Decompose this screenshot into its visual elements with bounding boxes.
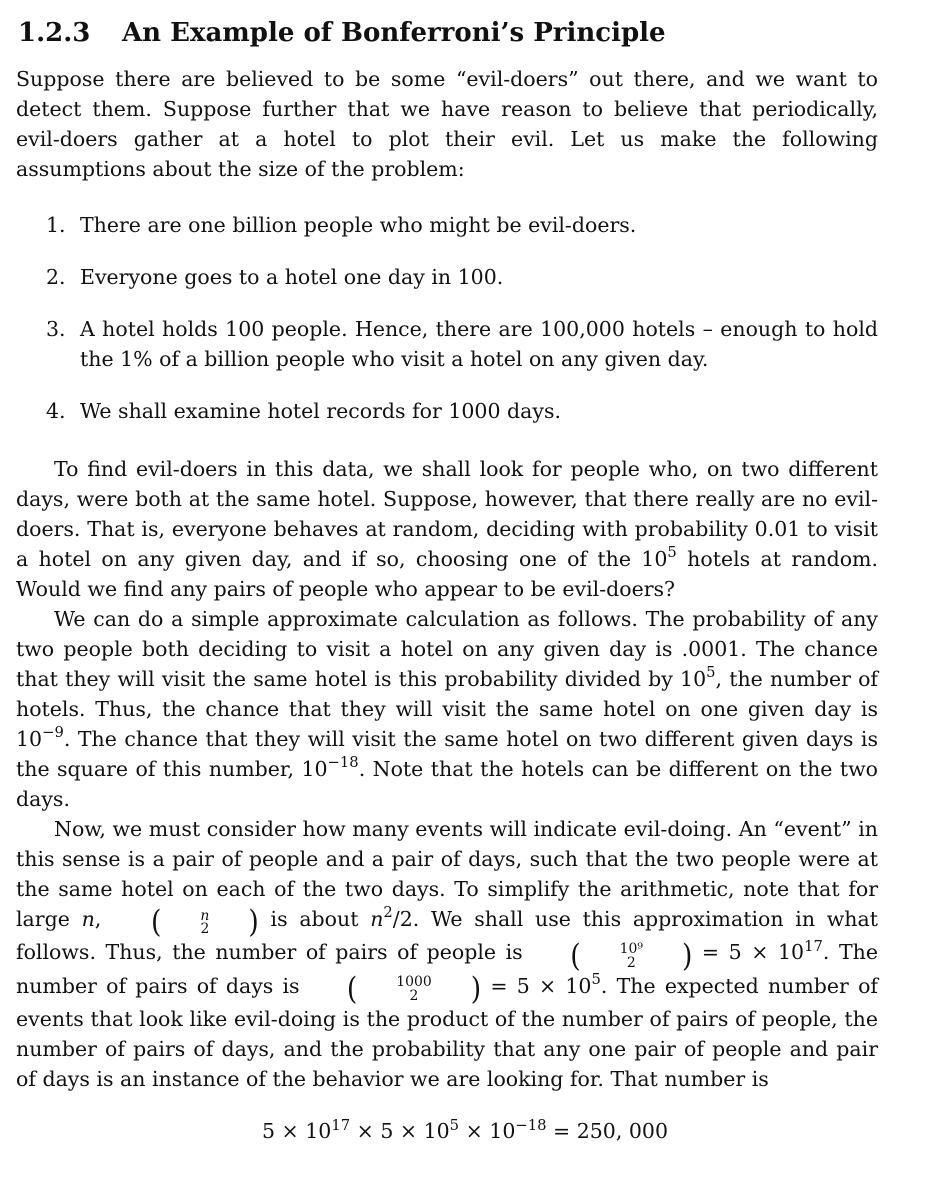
list-marker: 2. <box>46 265 66 289</box>
superscript: 2 <box>383 904 393 922</box>
text-run: . The number of pairs of days is <box>16 940 878 998</box>
superscript: 5 <box>667 544 677 562</box>
list-item-text: Everyone goes to a hotel one day in 100. <box>80 265 504 289</box>
text-run: . The expected number of events that look like evil-doing is the product of the number of pairs of people, the number of pairs of days, and the probability that any one pair of people and pair of days is an instance of the behavior we are looking for. That number is <box>16 973 878 1092</box>
text-run: , the number of hotels. Thus, the chance that they will visit the same hotel on one given day is 10 <box>16 667 879 751</box>
text-run: hotels at random. Would we find any pairs of people who appear to be evil-doers? <box>16 547 878 601</box>
superscript: 5 <box>449 1116 460 1134</box>
superscript: 5 <box>591 971 601 989</box>
binomial-bottom: 2 <box>626 954 636 971</box>
binomial-bottom: 2 <box>409 988 419 1005</box>
math-variable: n <box>81 907 95 931</box>
list-marker: 1. <box>46 213 66 237</box>
superscript: −18 <box>515 1116 547 1134</box>
text-run: To find evil-doers in this data, we shall look for people who, on two different days, were both at the same hotel. Suppose, however, that there really are no evil-doers. That is, everyone behaves at random, deciding with probability 0.01 to visit a hotel on any given day, and if so, choosing one of the 10 <box>16 457 878 571</box>
superscript: 5 <box>706 664 716 682</box>
list-item-text: There are one billion people who might be evil-doers. <box>80 213 637 237</box>
text-run: is about <box>258 907 371 931</box>
binomial-days: ( 1000 2 ) <box>346 971 482 1008</box>
list-item-text: We shall examine hotel records for 1000 days. <box>80 399 561 423</box>
binomial-n-choose-2: ( n 2 ) <box>151 904 259 941</box>
probability-paragraph <box>16 604 878 814</box>
list-item <box>16 396 878 426</box>
text-run: Now, we must consider how many events will indicate evil-doing. An “event” in this sense is a pair of people and a pair of days, such that the two people were at the same hotel on each of the two days. To simplify the arithmetic, note that for large <box>16 817 878 931</box>
list-item <box>16 210 878 240</box>
list-item <box>16 314 878 374</box>
superscript: 17 <box>331 1116 351 1134</box>
equation-part: × 10 <box>459 1119 516 1144</box>
section-number: 1.2.3 <box>18 18 91 48</box>
superscript: −9 <box>42 724 64 742</box>
text-run: We can do a simple approximate calculation as follows. The probability of any two people both deciding to visit a hotel on any given day is .0001. The chance that they will visit the same hotel is this probability divided by 10 <box>16 607 878 691</box>
list-marker: 4. <box>46 399 66 423</box>
text-run: = 5 × 10 <box>692 940 805 965</box>
text-run: . Note that the hotels can be different on the two days. <box>16 757 878 811</box>
assumptions-list <box>16 210 878 426</box>
intro-paragraph: Suppose there are believed to be some “evil-doers” out there, and we want to detect them. Suppose further that we have reason to believe that periodically, evil-doers gather at a hotel to plot their evil. Let us make the following assumptions about the size of the problem: <box>16 67 878 181</box>
equation-part: 5 × 10 <box>261 1119 332 1144</box>
superscript: 17 <box>804 937 823 955</box>
binomial-bottom: 2 <box>200 921 210 938</box>
math-variable: n <box>370 907 384 931</box>
binomial-top: 10⁹ <box>619 940 643 957</box>
text-run: , <box>94 907 114 931</box>
text-run: = 5 × 10 <box>481 973 592 998</box>
display-equation <box>16 1116 878 1146</box>
list-item <box>16 262 878 292</box>
binomial-top: 1000 <box>396 974 432 991</box>
section-title: An Example of Bonferroni’s Principle <box>122 18 666 48</box>
superscript: −18 <box>327 754 359 772</box>
binomial-people: ( 10⁹ 2 ) <box>570 938 693 974</box>
binomial-top: n <box>200 907 210 924</box>
list-item-text: A hotel holds 100 people. Hence, there are 100,000 hotels – enough to hold the 1% of a billion people who visit a hotel on any given day. <box>80 317 878 371</box>
equation-part: × 5 × 10 <box>350 1119 450 1144</box>
equation-part: = 250, 000 <box>546 1119 668 1144</box>
text-run: . The chance that they will visit the same hotel on two different given days is the square of this number, 10 <box>16 727 878 781</box>
events-paragraph <box>16 814 878 1094</box>
random-behavior-paragraph <box>16 454 878 604</box>
section-heading <box>18 16 878 50</box>
text-run: /2. We shall use this approximation in what follows. Thus, the number of pairs of people is <box>16 907 878 965</box>
list-marker: 3. <box>46 317 66 341</box>
